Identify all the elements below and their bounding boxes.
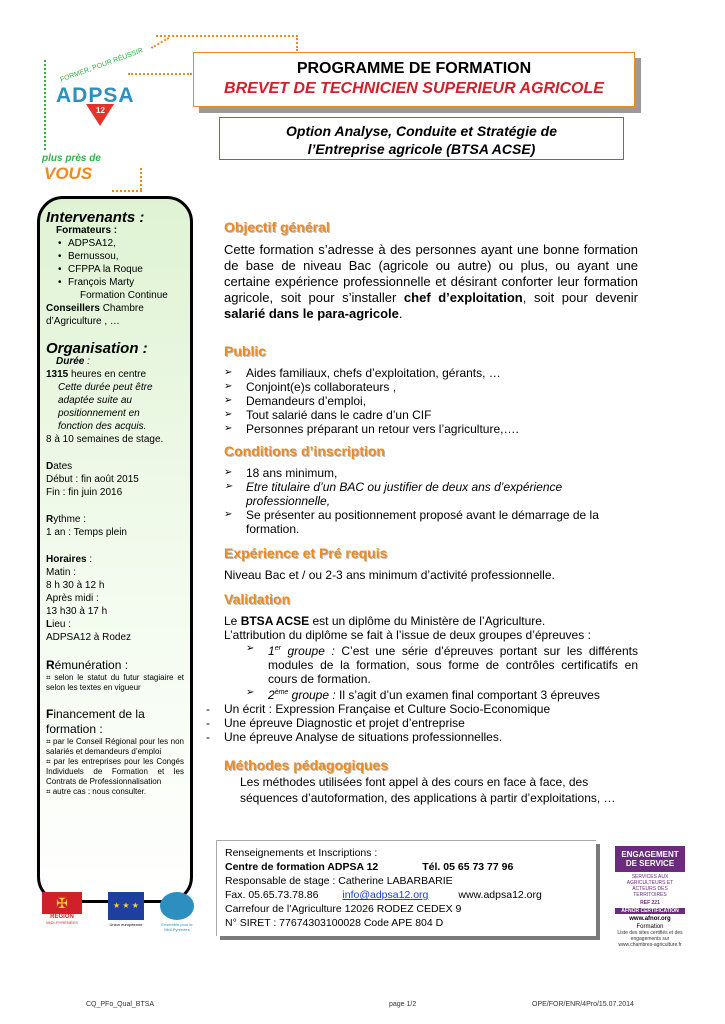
france-label: Ensemble pour le Midi-Pyrénées (161, 922, 193, 932)
fax-line (225, 888, 596, 902)
footer-page: page 1/2 (389, 1001, 417, 1008)
dotted-line-green (44, 60, 46, 150)
website-text: www.adpsa12.org (458, 889, 542, 901)
engagement-badge (615, 846, 685, 948)
objectif-part: . (398, 306, 403, 321)
list-item: - Une épreuve Analyse de situations professionnelles. (202, 730, 638, 744)
dotted-line-bottom-v (140, 168, 142, 190)
email-link[interactable]: info@adpsa12.org (342, 889, 429, 901)
main-content (224, 220, 638, 806)
fax-number: Fax. 05.65.73.78.86 (225, 889, 319, 901)
dotted-line-right (296, 35, 298, 51)
engagement-site: www.afnor.org (629, 916, 671, 922)
region-logo (40, 892, 84, 932)
conditions-list (224, 466, 638, 536)
siret-line: N° SIRET : 77674303100028 Code APE 804 D (225, 917, 444, 929)
groupe-num: 1 (268, 644, 275, 658)
groupe-label: groupe : (288, 688, 336, 702)
dotted-line-bottom (112, 190, 142, 192)
experience-heading: Expérience et Pré requis (224, 545, 388, 561)
duree-note-4: fonction des acquis. (58, 421, 147, 432)
groupe-num: 2 (268, 688, 275, 702)
tagline-small: plus près de (42, 153, 101, 164)
address-line: Carrefour de l’Agriculture 12026 RODEZ CEDEX 9 (225, 903, 462, 915)
centre-line (225, 860, 596, 874)
rythme-initial: R (46, 514, 54, 525)
conseillers-line (46, 302, 184, 315)
lieu-initial: L (46, 619, 53, 630)
dates-label (46, 460, 184, 473)
dates-rest: ates (53, 461, 73, 472)
list-item: • ADPSA12, (58, 237, 184, 250)
responsable-line: Responsable de stage : Catherine LABARBARIE (225, 875, 453, 887)
logo-number: 12 (96, 106, 105, 115)
financement-rest: inancement de la (53, 707, 145, 721)
list-item (246, 686, 638, 702)
page-title: PROGRAMME DE FORMATION (296, 60, 532, 77)
rythme-rest: ythme : (53, 514, 87, 525)
list-item: ➢ Tout salarié dans le cadre d’un CIF (224, 408, 638, 422)
objectif-bold: salarié dans le para-agricole (224, 306, 399, 321)
list-item (246, 642, 638, 686)
methodes-text: Les méthodes utilisées font appel à des cours en face à face, des séquences d’autoformation, des applications à partir d’exploitations, … (240, 775, 616, 805)
page-subtitle: BREVET DE TECHNICIEN SUPERIEUR AGRICOLE (224, 80, 604, 97)
eu-flag-icon: ★ ★ ★ (108, 892, 144, 920)
duree-colon: : (84, 356, 90, 367)
lieu-label (46, 618, 184, 631)
region-subname: MIDI-PYRÉNÉES (46, 920, 78, 925)
logo-text: ADPSA (56, 84, 135, 107)
groupes-list (246, 642, 638, 702)
eu-logo (104, 892, 148, 932)
validation-bold: BTSA ACSE (240, 614, 310, 628)
groupe-text: C’est une série d’épreuves portant sur les différents modules de la formation, sous forme de contrôles certificatifs en cours de formation. (268, 644, 638, 686)
list-item: • François Marty (58, 276, 184, 289)
formateurs-extra: Formation Continue (80, 290, 168, 301)
formateurs-list (58, 237, 184, 289)
horaires-colon: : (86, 554, 93, 565)
region-cross-icon: ✠ (42, 892, 82, 914)
engagement-title: ENGAGEMENT DE SERVICE (615, 846, 685, 872)
matin-label: Matin : (46, 567, 77, 578)
tagline-big: VOUS (44, 164, 93, 183)
duree-note-3: positionnement en (58, 408, 140, 419)
validation-part: est un diplôme du Ministère de l’Agriculture. (309, 614, 546, 628)
rythme-label (46, 513, 184, 526)
groupe-sup: er (274, 645, 281, 652)
remun-initial: R (46, 658, 55, 672)
list-item: - Une épreuve Diagnostic et projet d’entreprise (202, 716, 638, 730)
conseillers-rest: Chambre (99, 303, 144, 314)
list-item: - Un écrit : Expression Française et Culture Socio-Economique (202, 702, 638, 716)
conditions-heading: Conditions d’inscription (224, 443, 385, 459)
intervenants-heading: Intervenants : (46, 209, 145, 226)
epreuves-list (202, 702, 638, 744)
validation-heading: Validation (224, 591, 291, 607)
region-name: RÉGION (50, 914, 74, 920)
stage-line: 8 à 10 semaines de stage. (46, 434, 164, 445)
eu-label: Union européenne (109, 922, 143, 927)
list-item: ➢ Aides familiaux, chefs d’exploitation, gérants, … (224, 366, 638, 380)
france-logo (158, 892, 196, 932)
duree-note-1: Cette durée peut être (58, 382, 153, 393)
list-item: ➢ Se présenter au positionnement proposé avant le démarrage de la formation. (224, 508, 638, 536)
list-item: ➢ Personnes préparant un retour vers l’agriculture,…. (224, 422, 638, 436)
apres-midi-label: Après midi : (46, 593, 99, 604)
remuneration-label (46, 658, 184, 673)
duree-note-2: adaptée suite au (58, 395, 132, 406)
dotted-line-top (156, 35, 298, 37)
engagement-subtitle: SERVICES AUX AGRICULTEURS ET ACTEURS DES TERRITOIRES (626, 874, 674, 898)
groupe-label: groupe : (280, 644, 335, 658)
engagement-ref: REF 221 (640, 900, 660, 906)
dotted-line-diag (151, 37, 169, 49)
duree-label: Durée (56, 356, 85, 367)
conseillers-line-2: d’Agriculture , … (46, 316, 120, 327)
engagement-formation: Formation (636, 924, 664, 930)
list-item: ➢ 18 ans minimum, (224, 466, 638, 480)
dates-end: Fin : fin juin 2016 (46, 487, 123, 498)
logo-arc-text: FORMER, POUR RÉUSSIR (59, 47, 145, 84)
objectif-part: Cette formation s’adresse à des personnes ayant une bonne formation de base de niveau Bac (agricole ou autre) ou plus, ou ayant une certaine expérience professionnelle et désirant conforter leur formation agricole, soit pour s’installer (224, 242, 638, 305)
contact-box (216, 840, 596, 936)
validation-part: Le (224, 614, 241, 628)
lieu-value: ADPSA12 à Rodez (46, 632, 132, 643)
conseillers-bold: Conseillers (46, 303, 100, 314)
financement-item: ⌗ par les entreprises pour les Congés Individuels de Formation et les Contrats de Professionnalisation (46, 757, 184, 786)
sidebar (37, 196, 193, 903)
objectif-heading: Objectif général (224, 219, 330, 235)
option-line-1: Option Analyse, Conduite et Stratégie de (286, 123, 557, 139)
option-line-2: l’Entreprise agricole (BTSA ACSE) (307, 141, 536, 157)
contact-heading: Renseignements et Inscriptions : (225, 847, 378, 859)
list-item: • Bernussou, (58, 250, 184, 263)
public-heading: Public (224, 343, 267, 359)
list-item: ➢ Conjoint(e)s collaborateurs , (224, 380, 638, 394)
remun-rest: émunération : (54, 658, 129, 672)
footer-left: CQ_PFo_Qual_BTSA (86, 1001, 155, 1008)
financement-item: ⌗ autre cas : nous consulter. (46, 787, 147, 796)
rythme-value: 1 an : Temps plein (46, 527, 127, 538)
centre-name: Centre de formation ADPSA 12 (225, 861, 379, 873)
option-box (219, 117, 624, 160)
list-item: ➢ Demandeurs d’emploi, (224, 394, 638, 408)
experience-text: Niveau Bac et / ou 2-3 ans minimum d’activité professionnelle. (224, 568, 555, 582)
groupe-text: Il s’agit d’un examen final comportant 3 épreuves (335, 688, 600, 702)
financement-item: ⌗ par le Conseil Régional pour les non salariés et demandeurs d’emploi (46, 737, 184, 756)
lieu-rest: ieu : (52, 619, 72, 630)
apres-midi-hours: 13 h30 à 17 h (46, 606, 108, 617)
objectif-text (224, 242, 638, 322)
engagement-cert: AFNOR CERTIFICATION (615, 908, 685, 914)
dotted-line-mid (128, 73, 192, 75)
centre-phone: Tél. 05 65 73 77 96 (422, 861, 514, 873)
dates-initial: D (46, 461, 54, 472)
objectif-bold: chef d’exploitation (403, 290, 523, 305)
validation-line-2: L’attribution du diplôme se fait à l’issue de deux groupes d’épreuves : (224, 628, 591, 642)
financement-initial: F (46, 707, 54, 721)
remuneration-text: ⌗ selon le statut du futur stagiaire et selon les textes en vigueur (46, 673, 184, 692)
methodes-heading: Méthodes pédagogiques (224, 757, 389, 773)
public-list (224, 366, 638, 436)
hours-bold: 1315 (46, 369, 69, 380)
objectif-part: , soit pour devenir (522, 290, 639, 305)
financement-label (46, 707, 184, 722)
organisation-heading: Organisation : (46, 340, 148, 357)
footer-right: OPE/FOR/ENR/4Pro/15.07.2014 (532, 1001, 634, 1008)
financement-line-2: formation : (46, 722, 103, 736)
france-emblem-icon (160, 892, 194, 920)
hours-line (46, 368, 184, 381)
list-item: • CFPPA la Roque (58, 263, 184, 276)
groupe-sup: ème (274, 689, 289, 696)
dates-start: Début : fin août 2015 (46, 474, 139, 485)
list-item: ➢ Etre titulaire d’un BAC ou justifier de deux ans d’expérience professionnelle, (224, 480, 638, 508)
title-box (193, 52, 635, 107)
formateurs-label: Formateurs : (56, 225, 118, 236)
engagement-note: Liste des sites certifiés et des engagements sur www.chambres-agriculture.fr (617, 930, 683, 948)
horaires-label (46, 553, 184, 566)
hours-rest: heures en centre (68, 369, 147, 380)
validation-intro (224, 614, 638, 628)
horaires-bold: Horaires (46, 554, 87, 565)
matin-hours: 8 h 30 à 12 h (46, 580, 105, 591)
